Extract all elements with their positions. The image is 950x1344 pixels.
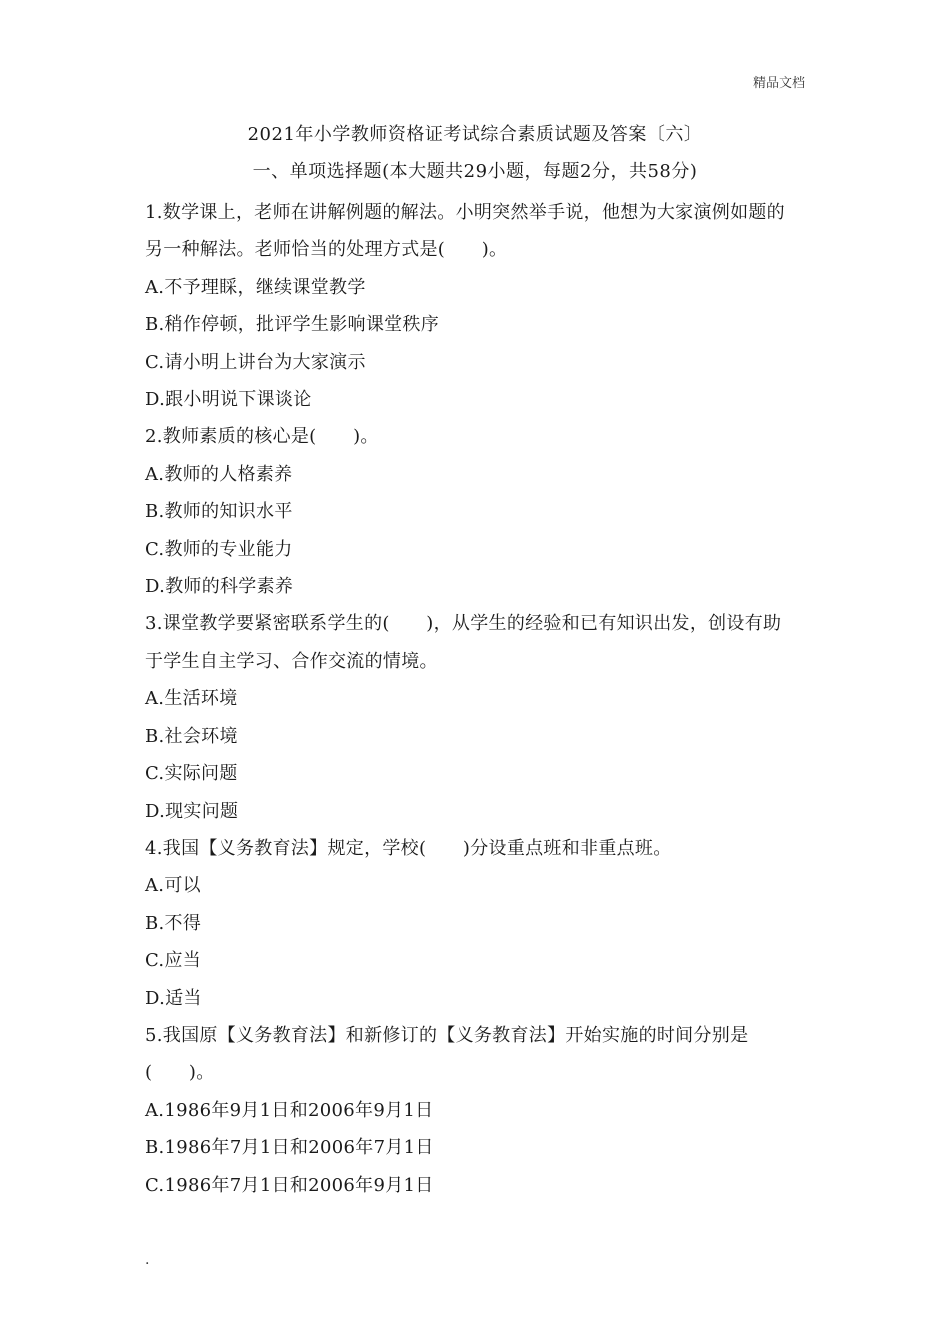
question-3-option-b: B.社会环境	[145, 725, 238, 747]
question-4-option-d: D.适当	[145, 987, 202, 1009]
question-list	[145, 194, 810, 1204]
question-3-line-1: 3.课堂教学要紧密联系学生的( )，从学生的经验和已有知识出发，创设有助	[145, 613, 782, 635]
question-1-line-1: 1.数学课上，老师在讲解例题的解法。小明突然举手说，他想为大家演例如题的	[145, 202, 785, 223]
question-4-option-b: B.不得	[145, 912, 202, 934]
footer-mark: .	[145, 1252, 150, 1268]
question-1-option-a: A.不予理睬，继续课堂教学	[145, 276, 366, 298]
question-5-option-b: B.1986年7月1日和2006年7月1日	[145, 1137, 434, 1159]
question-5-option-a: A.1986年9月1日和2006年9月1日	[145, 1099, 434, 1121]
question-2-option-c: C.教师的专业能力	[145, 538, 293, 560]
question-1-option-c: C.请小明上讲台为大家演示	[145, 351, 366, 373]
question-4: 4.我国【义务教育法】规定，学校( )分设重点班和非重点班。	[145, 837, 672, 859]
question-4-option-a: A.可以	[145, 875, 201, 897]
question-5-option-c: C.1986年7月1日和2006年9月1日	[145, 1174, 434, 1196]
question-1-option-b: B.稍作停顿，批评学生影响课堂秩序	[145, 314, 440, 336]
question-2-option-a: A.教师的人格素养	[145, 463, 293, 485]
question-1-option-d: D.跟小明说下课谈论	[145, 389, 312, 411]
question-2-option-b: B.教师的知识水平	[145, 501, 293, 523]
header-mark: 精品文档	[752, 76, 805, 91]
question-3-option-a: A.生活环境	[145, 688, 238, 710]
document-title: 2021年小学教师资格证考试综合素质试题及答案〔六〕	[247, 124, 703, 145]
question-2-option-d: D.教师的科学素养	[145, 576, 294, 598]
question-3-option-c: C.实际问题	[145, 763, 238, 785]
question-5-line-1: 5.我国原【义务教育法】和新修订的【义务教育法】开始实施的时间分别是	[145, 1024, 749, 1046]
question-1-line-2: 另一种解法。老师恰当的处理方式是( )。	[145, 239, 508, 261]
question-3-line-2: 于学生自主学习、合作交流的情境。	[145, 650, 438, 672]
question-3-option-d: D.现实问题	[145, 800, 239, 822]
question-4-option-c: C.应当	[145, 950, 202, 972]
question-5-line-2: ( )。	[145, 1062, 215, 1084]
question-2: 2.教师素质的核心是( )。	[145, 426, 379, 448]
section-title: 一、单项选择题(本大题共29小题，每题2分，共58分)	[252, 161, 698, 182]
